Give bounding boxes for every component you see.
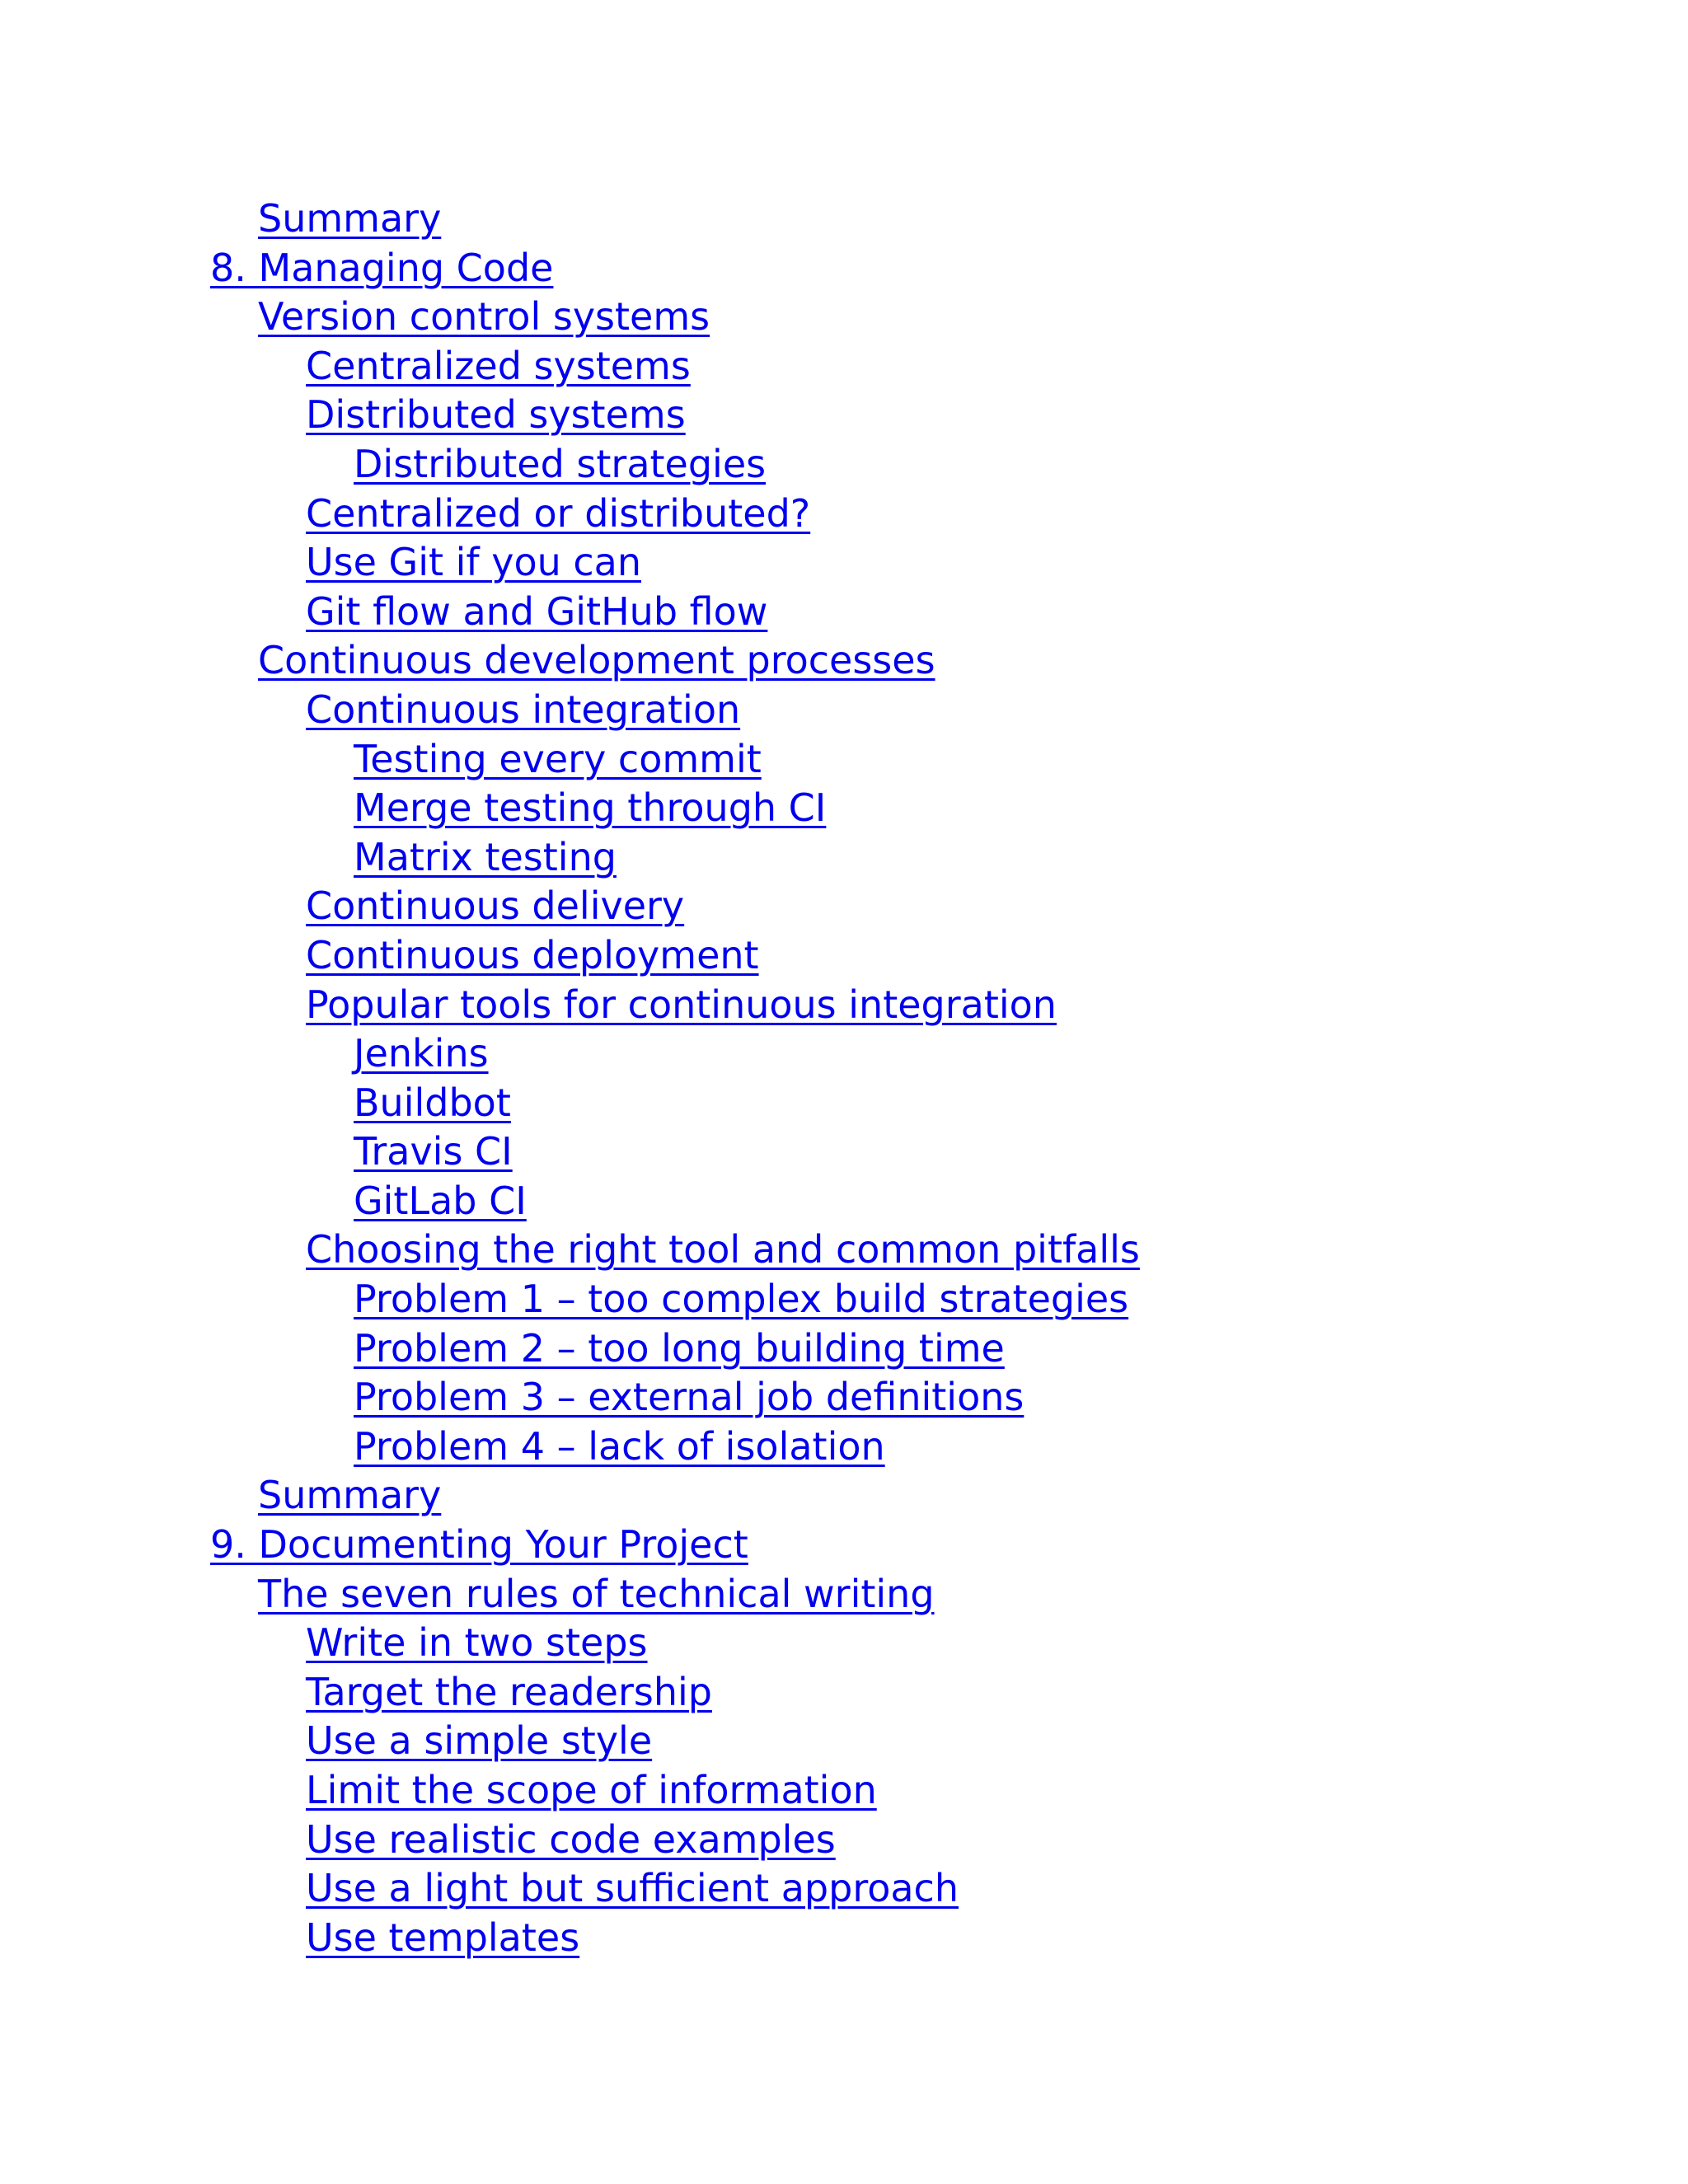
toc-section-link[interactable]: Summary: [258, 1473, 442, 1518]
toc-section-link[interactable]: Continuous deployment: [306, 932, 759, 977]
toc-entry: [210, 784, 1140, 833]
toc-entry: [210, 1619, 1140, 1668]
toc-entry: [210, 194, 1140, 244]
toc-entry: [210, 538, 1140, 588]
toc-entry: [210, 1029, 1140, 1079]
toc-entry: [210, 882, 1140, 931]
toc-section-link[interactable]: Git flow and GitHub flow: [306, 588, 768, 634]
toc-section-link[interactable]: Use a simple style: [306, 1718, 653, 1764]
toc-entry: [210, 1422, 1140, 1472]
toc-section-link[interactable]: Summary: [258, 196, 442, 241]
toc-entry: [210, 1275, 1140, 1324]
toc-section-link[interactable]: Problem 3 – external job definitions: [354, 1375, 1025, 1420]
toc-section-link[interactable]: Use a light but sufficient approach: [306, 1866, 959, 1911]
toc-entry: [210, 636, 1140, 686]
toc-section-link[interactable]: GitLab CI: [354, 1178, 527, 1223]
toc-section-link[interactable]: Use templates: [306, 1915, 580, 1960]
toc-entry: [210, 1914, 1140, 1963]
toc-section-link[interactable]: Travis CI: [354, 1129, 513, 1174]
toc-section-link[interactable]: Testing every commit: [354, 736, 762, 781]
toc-entry: [210, 1471, 1140, 1521]
toc-entry: [210, 686, 1140, 735]
toc-section-link[interactable]: Centralized systems: [306, 343, 691, 388]
toc-entry: [210, 588, 1140, 637]
toc-entry: [210, 1816, 1140, 1865]
toc-section-link[interactable]: Use Git if you can: [306, 540, 642, 585]
toc-section-link[interactable]: Centralized or distributed?: [306, 490, 811, 536]
toc-entry: [210, 1079, 1140, 1128]
toc-section-link[interactable]: Buildbot: [354, 1080, 511, 1125]
toc-section-link[interactable]: The seven rules of technical writing: [258, 1571, 935, 1616]
toc-entry: [210, 1177, 1140, 1226]
toc-entry: [210, 981, 1140, 1030]
toc-entry: [210, 1668, 1140, 1718]
toc-section-link[interactable]: Target the readership: [306, 1669, 712, 1714]
toc-entry: [210, 735, 1140, 785]
toc-entry: [210, 1570, 1140, 1619]
toc-section-link[interactable]: Jenkins: [354, 1031, 489, 1076]
toc-entry: [210, 244, 1140, 293]
toc-section-link[interactable]: Continuous integration: [306, 687, 741, 732]
toc-entry: [210, 1864, 1140, 1914]
toc-entry: [210, 490, 1140, 539]
toc-section-link[interactable]: Problem 2 – too long building time: [354, 1325, 1005, 1371]
table-of-contents: [210, 194, 1140, 1962]
toc-section-link[interactable]: Matrix testing: [354, 834, 617, 879]
toc-chapter-link[interactable]: 8. Managing Code: [210, 245, 554, 290]
toc-entry: [210, 391, 1140, 440]
toc-section-link[interactable]: Problem 1 – too complex build strategies: [354, 1277, 1129, 1322]
toc-entry: [210, 833, 1140, 883]
toc-entry: [210, 1324, 1140, 1374]
toc-entry: [210, 1521, 1140, 1570]
toc-section-link[interactable]: Distributed systems: [306, 392, 686, 438]
toc-entry: [210, 1766, 1140, 1816]
toc-section-link[interactable]: Use realistic code examples: [306, 1816, 836, 1862]
toc-chapter-link[interactable]: 9. Documenting Your Project: [210, 1522, 748, 1568]
toc-section-link[interactable]: Write in two steps: [306, 1620, 648, 1666]
toc-section-link[interactable]: Merge testing through CI: [354, 785, 827, 831]
toc-section-link[interactable]: Choosing the right tool and common pitfalls: [306, 1227, 1140, 1272]
toc-section-link[interactable]: Popular tools for continuous integration: [306, 982, 1057, 1027]
toc-entry: [210, 1373, 1140, 1422]
toc-section-link[interactable]: Problem 4 – lack of isolation: [354, 1423, 885, 1469]
toc-entry: [210, 293, 1140, 342]
toc-section-link[interactable]: Version control systems: [258, 294, 710, 340]
toc-entry: [210, 342, 1140, 391]
toc-section-link[interactable]: Continuous delivery: [306, 883, 685, 929]
toc-entry: [210, 1127, 1140, 1177]
toc-entry: [210, 1717, 1140, 1766]
toc-section-link[interactable]: Distributed strategies: [354, 441, 767, 486]
toc-entry: [210, 440, 1140, 490]
toc-entry: [210, 1226, 1140, 1275]
toc-section-link[interactable]: Limit the scope of information: [306, 1768, 877, 1812]
toc-entry: [210, 931, 1140, 981]
toc-section-link[interactable]: Continuous development processes: [258, 638, 935, 683]
